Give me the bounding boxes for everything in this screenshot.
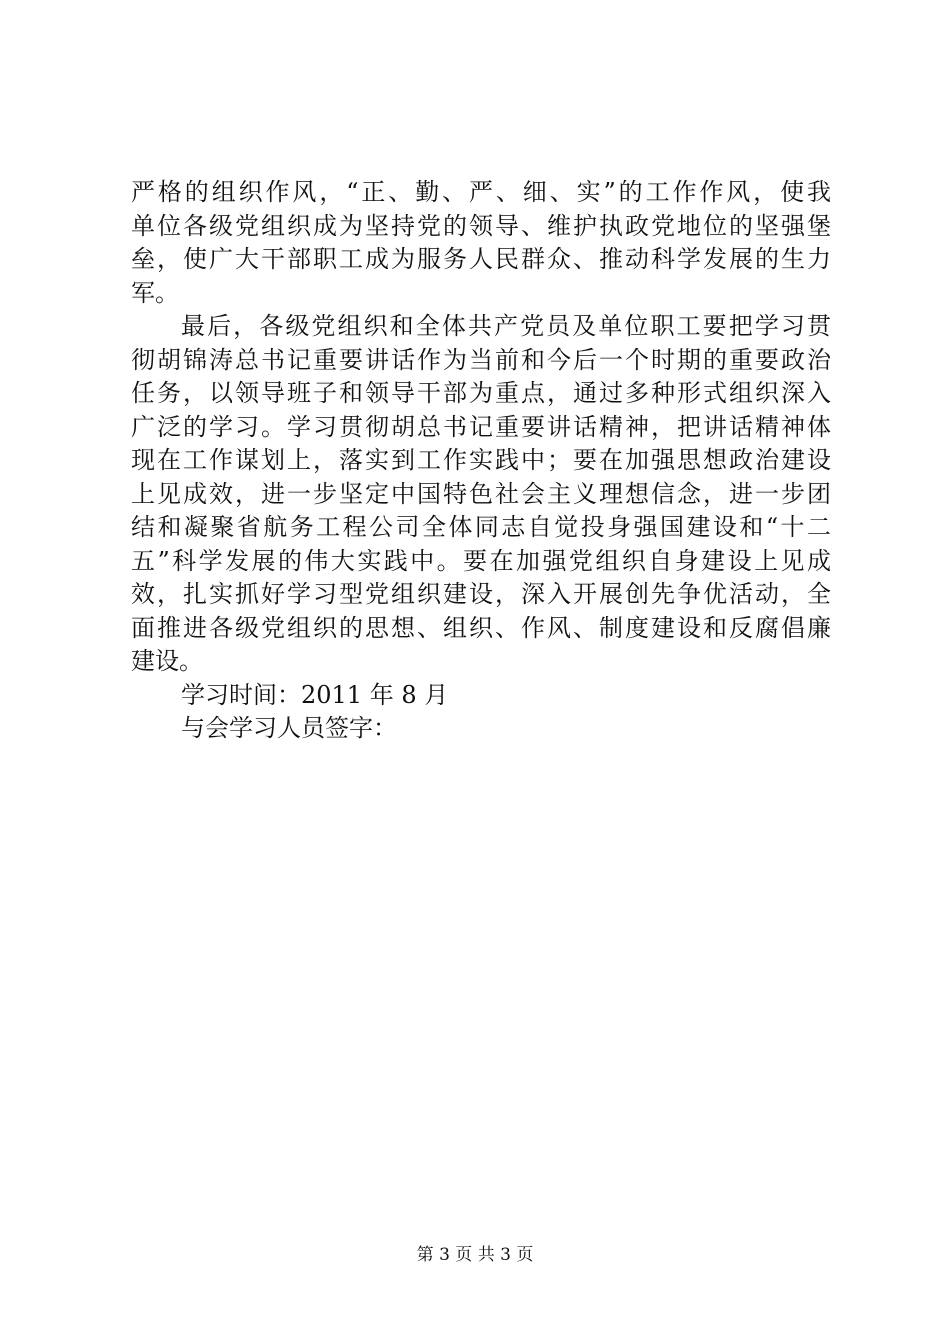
text-line: 最后，各级党组织和全体共产党员及单位职工要把学习贯 (181, 312, 831, 340)
text-line: 广泛的学习。学习贯彻胡总书记重要讲话精神，把讲话精神体 (131, 412, 831, 441)
text-line: 垒，使广大干部职工成为服务人民群众、推动科学发展的生力 (131, 245, 831, 273)
text-line: 彻胡锦涛总书记重要讲话作为当前和今后一个时期的重要政治 (131, 345, 831, 374)
text-line: 效，扎实抓好学习型党组织建设，深入开展创先争优活动，全 (131, 580, 831, 608)
text-line: 现在工作谋划上，落实到工作实践中；要在加强思想政治建设 (131, 446, 831, 474)
text-line: 建设。 (131, 647, 203, 675)
text-line: 结和凝聚省航务工程公司全体同志自觉投身强国建设和“十二 (131, 513, 831, 541)
page-number: 第 3 页 共 3 页 (416, 1245, 534, 1265)
text-line: 军。 (131, 278, 179, 307)
study-time: 学习时间：2011 年 8 月 (181, 680, 449, 709)
text-line: 上见成效，进一步坚定中国特色社会主义理想信念，进一步团 (131, 479, 831, 508)
text-line: 严格的组织作风，“正、勤、严、细、实”的工作作风，使我 (131, 178, 831, 206)
text-line: 单位各级党组织成为坚持党的领导、维护执政党地位的坚强堡 (131, 211, 831, 240)
text-line: 任务，以领导班子和领导干部为重点，通过多种形式组织深入 (131, 379, 831, 407)
document-body (131, 176, 831, 746)
text-line: 面推进各级党组织的思想、组织、作风、制度建设和反腐倡廉 (131, 613, 831, 642)
page-footer (0, 1244, 950, 1266)
text-line: 五”科学发展的伟大实践中。要在加强党组织自身建设上见成 (131, 546, 831, 575)
signature-label: 与会学习人员签字： (181, 714, 397, 742)
